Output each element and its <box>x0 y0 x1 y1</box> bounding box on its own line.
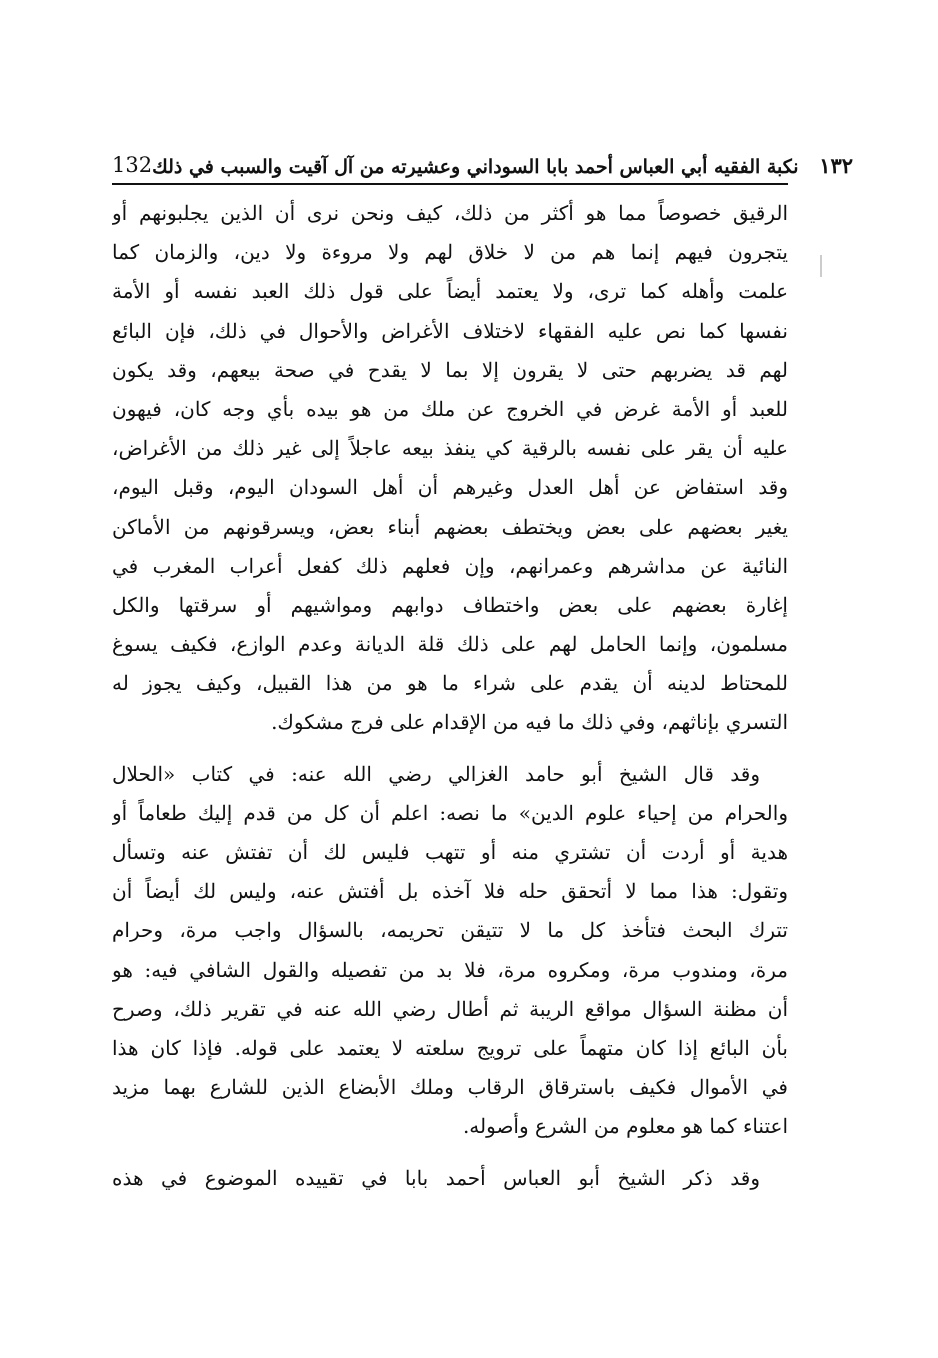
text-line: نفسها كما نص عليه الفقهاء لاختلاف الأغراض والأحوال في ذلك، فإن البائع <box>112 318 788 343</box>
text-line: في الأموال فكيف باسترقاق الرقاب وملك الأبضاع الذين للشارع بهما مزيد <box>112 1075 788 1100</box>
text-line: يغير بعضهم على بعض ويختطف بعضهم أبناء بعض، ويسرقونهم من الأماكن <box>112 514 788 539</box>
paragraph-2 <box>112 755 788 1147</box>
text-line: وقد قال الشيخ أبو حامد الغزالي رضي الله عنه: في كتاب «الحلال <box>112 761 760 786</box>
text-line: يتجرون فيهم إنما هم من لا خلاق لهم ولا مروءة ولا دين، والزمان كما <box>112 240 788 265</box>
text-line: عليه أن يقر على نفسه بالرقية كي ينفذ بيعه عاجلاً إلى غير ذلك من الأغراض، <box>112 436 788 461</box>
text-line: النائية عن مداشرهم وعمرانهم، وإن فعلهم ذلك كفعل أعراب المغرب في <box>112 553 788 578</box>
page-header <box>112 148 854 182</box>
paragraph-3 <box>112 1159 788 1198</box>
text-line: للمحتاط لدينه أن يقدم على شراء ما هو من هذا القبيل، وكيف يجوز له <box>112 671 788 696</box>
paragraph-gap <box>112 1147 788 1159</box>
text-line: وقد ذكر الشيخ أبو العباس أحمد بابا في تقييده الموضوع في هذه <box>112 1165 760 1190</box>
text-line: الرقيق خصوصاً مما هو أكثر من ذلك، كيف ونحن نرى أن الذين يجلبونهم أو <box>112 201 788 225</box>
header-rule <box>112 183 788 185</box>
running-head-number: ١٣٢ <box>819 152 854 178</box>
text-line: اعتناء كما هو معلوم من الشرع وأصوله. <box>462 1114 788 1139</box>
paragraph-1 <box>112 194 788 743</box>
text-line: وقد استفاض عن أهل العدل وغيرهم أن أهل السودان اليوم، وقبل اليوم، <box>112 475 788 500</box>
paragraph-gap <box>112 743 788 755</box>
text-line: بأن البائع إذا كان متهماً على ترويج سلعته لا يعتمد على قوله. فإذا كان هذا <box>112 1035 788 1060</box>
text-line: للعبد أو الأمة غرض في الخروج عن ملك من هو بيده بأي وجه كان، فيهون <box>112 396 788 421</box>
running-head-title: نكبة الفقيه أبي العباس أحمد بابا السوداني وعشيرته من آل آقيت والسبب في ذلك <box>152 155 799 178</box>
text-line: إغارة بعضهم على بعض واختطاف دوابهم ومواشيهم أو سرقتها والكل <box>112 592 788 617</box>
scan-speck <box>820 255 822 277</box>
text-line: تترك البحث فتأخذ كل ما لا تتيقن تحريمه، بالسؤال واجب مرة، وحرام <box>112 918 788 943</box>
text-line: وتقول: هذا مما لا أتحقق حله فلا آخذه بل أفتش عنه، وليس لك أيضاً أن <box>112 879 788 904</box>
text-line: علمت وأهله كما ترى، ولا يعتمد أيضاً على قول ذلك العبد نفسه أو الأمة <box>112 279 788 304</box>
page-number-latin: 132 <box>112 153 153 177</box>
text-line: أن مظنة السؤال مواقع الريبة ثم أطال رضي الله عنه في تقرير ذلك، وصرح <box>112 996 788 1021</box>
body-text <box>112 194 788 1198</box>
text-line: مسلمون، وإنما الحامل لهم على ذلك قلة الديانة وعدم الوازع، فكيف يسوغ <box>112 632 788 657</box>
text-line: لهم قد يضربهم حتى لا يقرون إلا بما لا يقدح في صحة بيعهم، وقد يكون <box>112 357 788 382</box>
text-line: والحرام من إحياء علوم الدين» ما نصه: اعلم أن كل من قدم إليك طعاماً أو <box>112 800 788 825</box>
running-head <box>152 153 853 178</box>
text-line: مرة، ومندوب مرة، ومكروه مرة، فلا بد من تفصيله والقول الشافي فيه: هو <box>112 957 788 982</box>
text-line: هدية أو أردت أن تشتري منه أو تتهب فليس لك أن تفتش عنه وتسأل <box>112 840 788 864</box>
text-line: التسري بإناثهم، وفي ذلك ما فيه من الإقدام على فرج مشكوك. <box>271 710 788 735</box>
